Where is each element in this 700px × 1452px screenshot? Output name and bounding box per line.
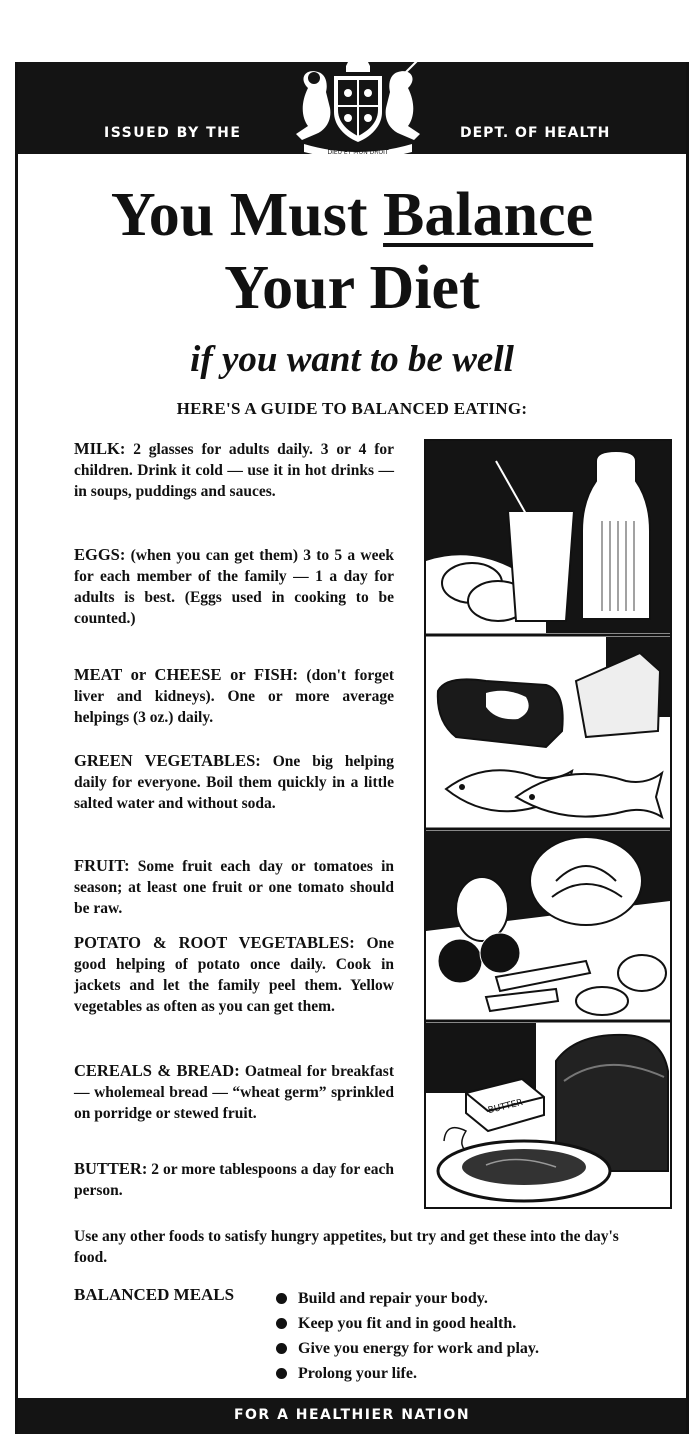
meat-cheese-fish-illustration: [426, 637, 670, 827]
headline-balance: Balance: [383, 181, 594, 249]
dept-of-health-text: DEPT. OF HEALTH: [460, 125, 611, 141]
list-item: Build and repair your body.: [274, 1286, 539, 1311]
footer-bar: [18, 1398, 686, 1434]
bullet-icon: [276, 1343, 287, 1354]
bullet-icon: [276, 1368, 287, 1379]
butter-bread-porridge-illustration: [426, 1023, 670, 1207]
bullet-icon: [276, 1293, 287, 1304]
food-illustrations: [424, 439, 672, 1209]
subtitle: if you want to be well: [190, 339, 514, 380]
headline-line-2: Your Diet: [224, 254, 480, 322]
item-fruit: FRUIT: Some fruit each day or tomatoes in season; at least one fruit or one tomato should be raw.: [74, 856, 394, 917]
header-bar: [18, 62, 686, 154]
list-item: Prolong your life.: [274, 1361, 539, 1386]
issued-by-text: ISSUED BY THE: [104, 125, 242, 141]
list-item: Give you energy for work and play.: [274, 1336, 539, 1361]
balanced-meals-list: [274, 1286, 539, 1386]
butter-label: BUTTER: [487, 1097, 524, 1117]
item-cereals-bread: CEREALS & BREAD: Oatmeal for breakfast — wholemeal bread — “wheat germ” sprinkled on porridge or stewed fruit.: [74, 1061, 394, 1122]
item-potato-root-vegetables: POTATO & ROOT VEGETABLES: One good helping of potato once daily. Cook in jackets and let the family peel them. Yellow vegetables as often as you can get them.: [74, 933, 394, 1015]
headline-line-1: [18, 182, 686, 248]
crest-motto: DIEU ET MON DROIT: [327, 149, 389, 156]
item-meat-cheese-fish: MEAT or CHEESE or FISH: (don't forget liver and kidneys). One or more average helpings (3 oz.) daily.: [74, 665, 395, 726]
footnote: Use any other foods to satisfy hungry appetites, but try and get these into the day's food.: [74, 1228, 619, 1266]
item-butter: BUTTER: 2 or more tablespoons a day for each person.: [74, 1159, 394, 1199]
item-milk: MILK: 2 glasses for adults daily. 3 or 4 for children. Drink it cold — use it in hot drinks — in soups, puddings and sauces.: [74, 439, 394, 500]
vegetables-fruit-illustration: [426, 831, 670, 1019]
item-eggs: EGGS: (when you can get them) 3 to 5 a week for each member of the family — 1 a day for adults is best. (Eggs used in cooking to be counted.): [74, 545, 394, 627]
bullet-icon: [276, 1318, 287, 1329]
guide-heading: HERE'S A GUIDE TO BALANCED EATING:: [176, 399, 528, 418]
item-green-vegetables: GREEN VEGETABLES: One big helping daily for everyone. Boil them quickly in a little salted water and without soda.: [74, 751, 394, 812]
footer-slogan: FOR A HEALTHIER NATION: [233, 1407, 471, 1423]
milk-eggs-illustration: [426, 441, 670, 633]
headline-you-must: You Must: [110, 181, 384, 249]
list-item: Keep you fit and in good health.: [274, 1311, 539, 1336]
balanced-meals-label: BALANCED MEALS: [74, 1285, 235, 1304]
royal-crest-icon: [268, 48, 448, 158]
poster: [15, 62, 689, 1434]
